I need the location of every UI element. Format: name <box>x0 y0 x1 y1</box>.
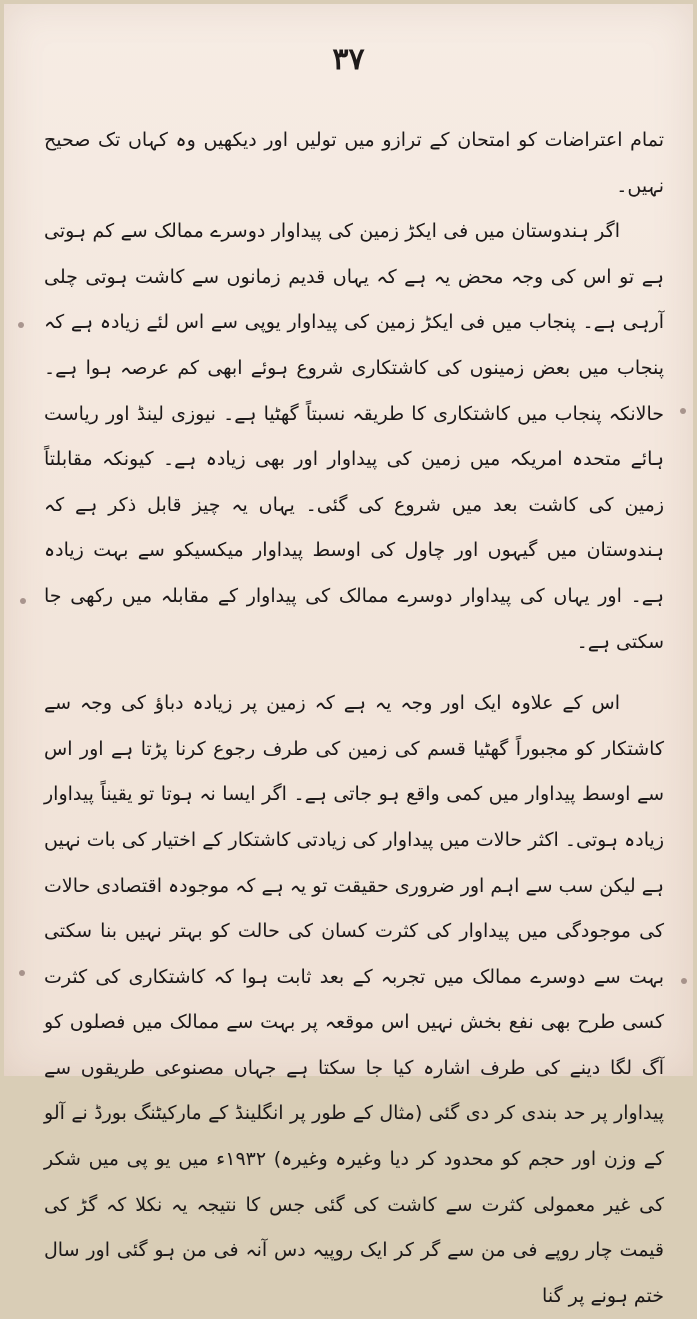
paper-speck <box>681 978 687 984</box>
paper-speck <box>18 322 24 328</box>
page-body <box>44 118 664 1319</box>
paragraph-3: اس کے علاوہ ایک اور وجہ یہ ہے کہ زمین پر زیادہ دباؤ کی وجہ سے کاشتکار کو مجبوراً گھٹیا قسم کی زمین کی طرف رجوع کرنا پڑتا ہے اور اس سے اوسط پیداوار میں کمی واقع ہو جاتی ہے۔ اگر ایسا نہ ہوتا تو یقیناً پیداوار زیادہ ہوتی۔ اکثر حالات میں پیداوار کی زیادتی کاشتکار کے اختیار کی بات نہیں ہے لیکن سب سے اہم اور ضروری حقیقت تو یہ ہے کہ موجودہ اقتصادی حالات کی موجودگی میں پیداوار کی کثرت کسان کی حالت کو بہتر نہیں بنا سکتی بہت سے دوسرے ممالک میں تجربہ کے بعد ثابت ہوا کہ کاشتکاری کی کثرت کسی طرح بھی نفع بخش نہیں اس موقعہ پر بہت سے ممالک میں فصلوں کو آگ لگا دینے کی طرف اشارہ کیا جا سکتا ہے جہاں مصنوعی طریقوں سے پیداوار پر حد بندی کر دی گئی (مثال کے طور پر انگلینڈ کے مارکیٹنگ بورڈ نے آلو کے وزن اور حجم کو محدود کر دیا وغیرہ وغیرہ) ۱۹۳۲ء میں یو پی میں شکر کی غیر معمولی کثرت سے کاشت کی گئی جس کا نتیجہ یہ نکلا کہ گڑ کی قیمت چار روپے فی من سے گر کر ایک روپیہ دس آنہ فی من ہو گئی اور سال ختم ہونے پر گنا <box>44 692 664 1307</box>
document-page <box>4 4 693 1307</box>
paper-speck <box>680 408 686 414</box>
paper-speck <box>19 970 25 976</box>
paragraph-1: تمام اعتراضات کو امتحان کے ترازو میں تولیں اور دیکھیں وہ کہاں تک صحیح نہیں۔ <box>44 129 664 197</box>
page-number: ۳۷ <box>332 42 365 77</box>
paper-speck <box>20 598 26 604</box>
paragraph-2: اگر ہندوستان میں فی ایکڑ زمین کی پیداوار دوسرے ممالک سے کم ہوتی ہے تو اس کی وجہ محض یہ ہے کہ یہاں قدیم زمانوں سے کاشت ہوتی چلی آرہی ہے۔ پنجاب میں فی ایکڑ زمین کی پیداوار یوپی سے اس لئے زیادہ ہے کہ پنجاب میں بعض زمینوں کی کاشتکاری شروع ہوئے ابھی کم عرصہ ہوا ہے۔ حالانکہ پنجاب میں کاشتکاری کا طریقہ نسبتاً گھٹیا ہے۔ نیوزی لینڈ اور ریاست ہائے متحدہ امریکہ میں زمین کی پیداوار اور بھی زیادہ ہے۔ کیونکہ مقابلتاً زمین کی کاشت بعد میں شروع کی گئی۔ یہاں یہ چیز قابل ذکر ہے کہ ہندوستان میں گیہوں اور چاول کی اوسط پیداوار میکسیکو سے بہت زیادہ ہے۔ اور یہاں کی پیداوار دوسرے ممالک کی پیداوار کے مقابلہ میں رکھی جا سکتی ہے۔ <box>44 220 664 653</box>
